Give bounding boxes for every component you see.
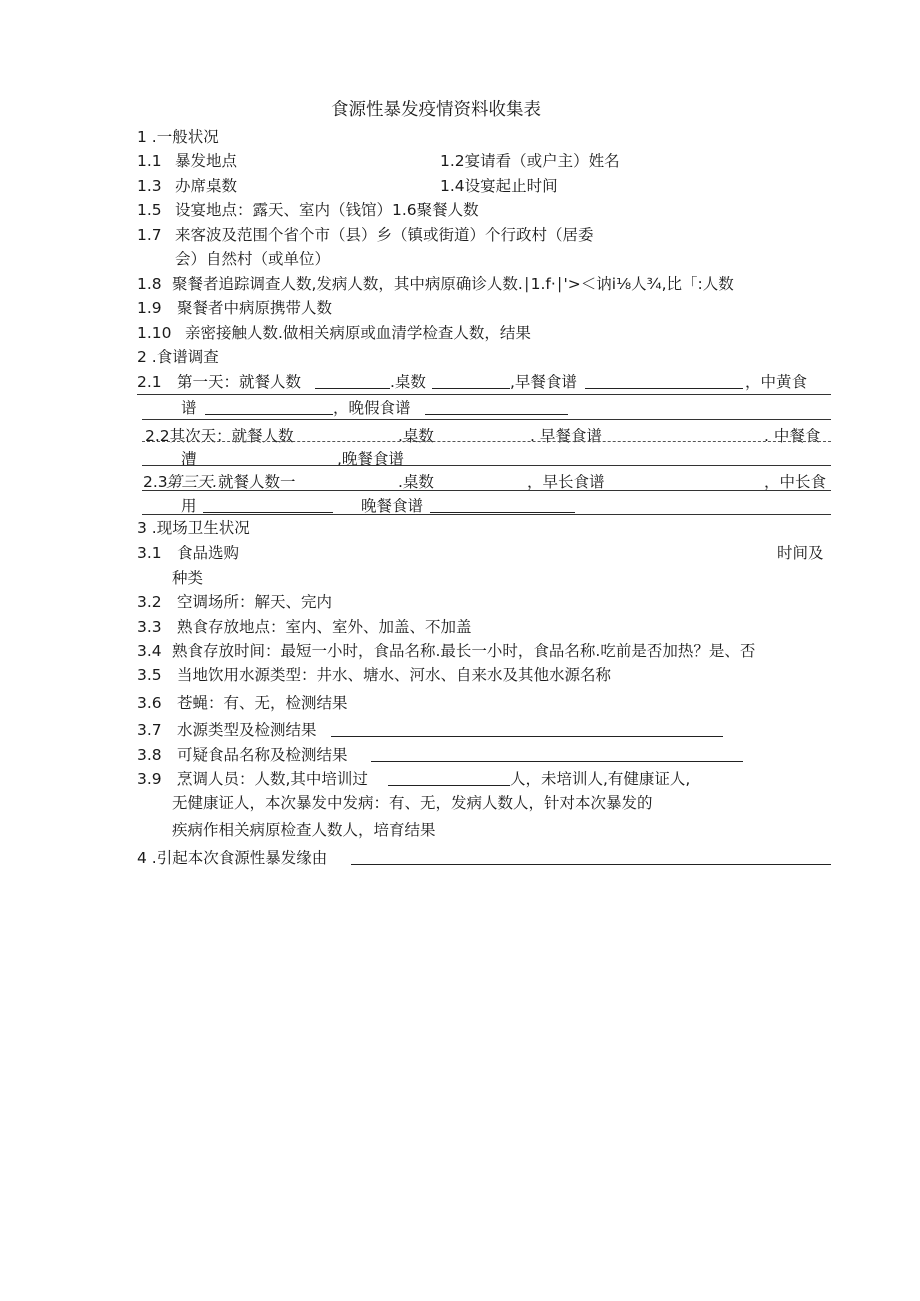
day1-lunch-label-cont: 谱 [181, 399, 197, 417]
banquet-time-label: 1.4设宴起止时间 [440, 177, 558, 195]
day1-dinner-label: ，晚假食谱 [333, 399, 411, 417]
day3-dinner-label: 晚餐食谱 [361, 497, 424, 515]
day2-line[interactable] [142, 441, 831, 442]
item-number: 3.3 [137, 618, 162, 636]
day1-breakfast-label: ,早餐食谱 [510, 373, 577, 391]
cook-staff-label-d: 疾病作相关病原检查人数人，培育结果 [172, 821, 436, 839]
day2-lunch-label-cont: 漕 [181, 450, 197, 468]
banquet-place-label: 设宴地点：露天、室内（钱馆）1.6聚餐人数 [175, 201, 479, 219]
carrier-count-label: 聚餐者中病原携带人数 [177, 299, 333, 317]
cooked-storage-place-label: 熟食存放地点：室内、室外、加盖、不加盖 [177, 618, 472, 636]
day3-dinner-field[interactable] [430, 497, 575, 513]
section-4-heading: 4 .引起本次食源性暴发缘由 [137, 849, 328, 867]
day3-breakfast-label: ，早长食谱 [527, 473, 605, 491]
item-number: 3.8 [137, 746, 162, 764]
day3-tables-label: .桌数 [398, 473, 434, 491]
day3-line[interactable] [142, 490, 831, 491]
item-number: 3.6 [137, 694, 162, 712]
guest-scope-label: 来客波及范围个省个市（县）乡（镇或街道）个行政村（居委 [175, 226, 594, 244]
divider [137, 394, 831, 395]
day1-dinner-field[interactable] [425, 399, 568, 415]
day1-tables-label: .桌数 [390, 373, 426, 391]
item-number: 1.10 [137, 324, 172, 342]
item-number: 1.7 [137, 226, 162, 244]
host-name-label: 1.2宴请看（或户主）姓名 [440, 152, 620, 170]
day3-lunch-field[interactable] [203, 497, 333, 513]
day1-diners-label: 第一天：就餐人数 [177, 373, 302, 391]
day1-lunch-label: ，中黄食 [745, 373, 808, 391]
contact-count-label: 亲密接触人数.做相关病原或血清学检查人数，结果 [185, 324, 531, 342]
item-number: 1.1 [137, 152, 162, 170]
section-2-heading: 2 .食谱调查 [137, 348, 219, 366]
food-purchase-label: 食品选购 [177, 544, 240, 562]
cook-staff-label-c: 无健康证人，本次暴发中发病：有、无，发病人数人，针对本次暴发的 [172, 794, 653, 812]
day3-lunch-label-cont: 用 [181, 497, 197, 515]
outbreak-location-label: 暴发地点 [175, 152, 238, 170]
suspect-food-label: 可疑食品名称及检测结果 [177, 746, 348, 764]
day3-diners-label: 就餐人数一 [218, 473, 296, 491]
day3-lunch-label: ，中长食 [764, 473, 827, 491]
day2-diners-label: 2.2其次天：就餐人数 [145, 427, 294, 445]
page-title: 食源性暴发疫情资料收集表 [331, 100, 541, 120]
section-1-heading: 1 .一般状况 [137, 128, 219, 146]
item-number: 3.1 [137, 544, 162, 562]
day3-label: 第三天. [166, 473, 218, 491]
flies-label: 苍蝇：有、无，检测结果 [177, 694, 348, 712]
day1-breakfast-field[interactable] [585, 373, 743, 389]
item-number: 1.5 [137, 201, 162, 219]
item-number: 1.3 [137, 177, 162, 195]
water-test-label: 水源类型及检测结果 [177, 721, 317, 739]
section-3-heading: 3 .现场卫生状况 [137, 519, 250, 537]
item-number: 3.4 [137, 642, 162, 660]
day1-tables-field[interactable] [432, 373, 510, 389]
case-count-label: 聚餐者追踪调查人数,发病人数，其中病原确诊人数.∣1.f·∣'>＜讷i⅛人¾,比「:人数 [172, 275, 734, 293]
cook-staff-label: 烹调人员：人数,其中培训过 [177, 770, 368, 788]
food-purchase-time-label: 时间及 [777, 544, 824, 562]
item-number: 3.2 [137, 593, 162, 611]
cooked-storage-time-label: 熟食存放时间：最短一小时，食品名称.最长一小时，食品名称.吃前是否加热？是、否 [172, 642, 756, 660]
item-number: 3.5 [137, 666, 162, 684]
item-number: 1.8 [137, 275, 162, 293]
day2-lunch-label: . 中餐食 [764, 427, 821, 445]
day2-dinner-field[interactable] [142, 465, 831, 466]
divider [142, 419, 831, 420]
item-number: 1.9 [137, 299, 162, 317]
item-number: 3.7 [137, 721, 162, 739]
day2-dinner-label: ,晚餐食谱 [337, 450, 404, 468]
item-number: 2.3 [143, 473, 168, 491]
divider [142, 514, 831, 515]
guest-scope-label-cont: 会）自然村（或单位） [175, 250, 331, 268]
day2-breakfast-label: . 早餐食谱 [530, 427, 602, 445]
food-purchase-type-label: 种类 [172, 569, 204, 587]
water-test-field[interactable] [331, 721, 723, 737]
day2-tables-label: .桌数 [398, 427, 434, 445]
table-count-label: 办席桌数 [175, 177, 238, 195]
item-number: 3.9 [137, 770, 162, 788]
trained-staff-field[interactable] [388, 770, 510, 786]
cook-staff-label-b: 人，未培训人,有健康证人, [510, 770, 691, 788]
item-number: 2.1 [137, 373, 162, 391]
day1-diners-field[interactable] [315, 373, 390, 389]
water-source-label: 当地饮用水源类型：井水、塘水、河水、自来水及其他水源名称 [177, 666, 612, 684]
processing-place-label: 空调场所：解天、完内 [177, 593, 333, 611]
outbreak-cause-field[interactable] [351, 849, 831, 865]
suspect-food-field[interactable] [371, 746, 743, 762]
day1-lunch-field[interactable] [205, 399, 333, 415]
